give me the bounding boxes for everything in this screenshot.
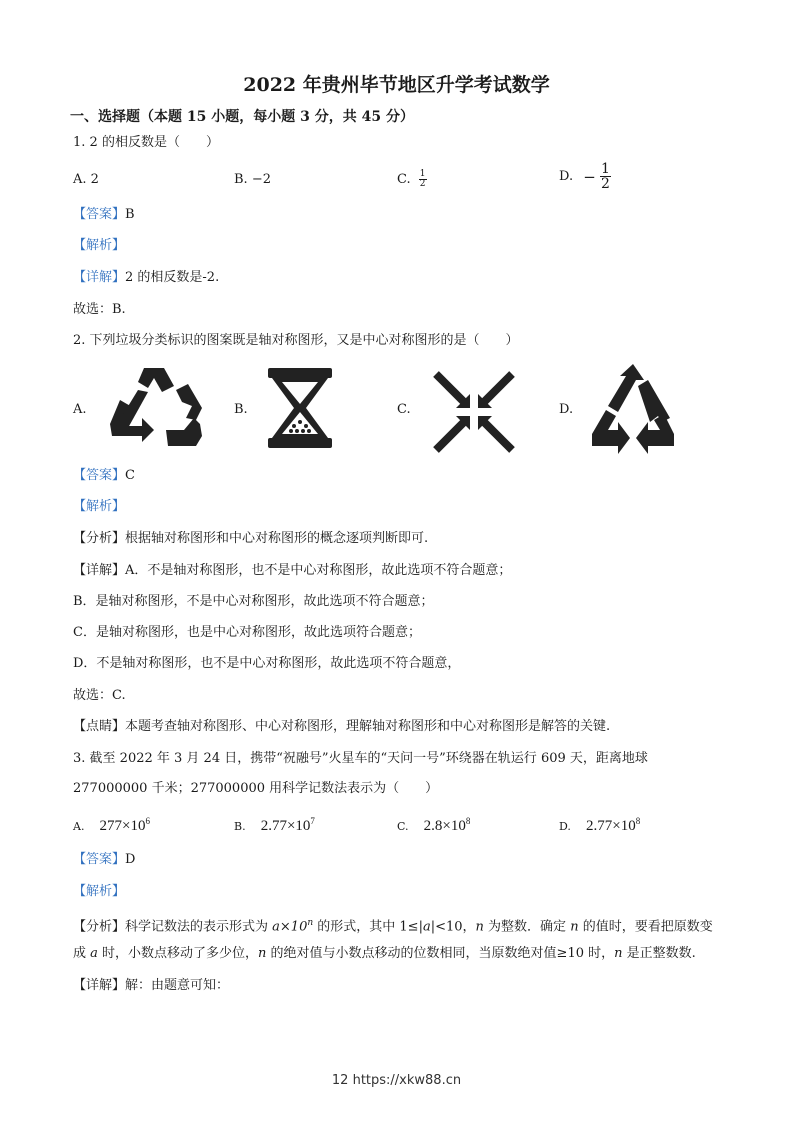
detail-text: 解：由题意可知： (125, 978, 230, 993)
hourglass-icon (266, 366, 334, 450)
math-var: n (475, 919, 484, 935)
detail-tag: 【详解】 (73, 978, 126, 993)
answer-tag: 【答案】 (73, 852, 126, 867)
answer-value: C (125, 468, 135, 483)
q3-option-c (397, 815, 470, 837)
q2-option-d: D. (559, 402, 574, 417)
q3-stem-line1: 3. 截至 2022 年 3 月 24 日，携带“祝融号”火星车的“天问一号”环绕器在轨运行 609 天，距离地球 (73, 751, 648, 766)
q3-detail (73, 976, 229, 996)
q2-detail-d: D．不是轴对称图形，也不是中心对称图形，故此选项不符合题意， (73, 656, 461, 671)
q1-option-c (397, 170, 427, 190)
option-math (424, 818, 471, 834)
q3-option-d (559, 815, 640, 837)
q1-choose: 故选：B. (73, 302, 126, 317)
detail-tag: 【详解】 (73, 563, 126, 578)
q2-choose: 故选：C. (73, 688, 126, 703)
q1-detail (73, 268, 219, 288)
fraction-numerator: 1 (600, 161, 610, 177)
fraction-denominator: 2 (600, 176, 610, 192)
recycle-triangle-open-icon (588, 362, 678, 458)
dianjing-text: 本题考查轴对称图形、中心对称图形，理解轴对称图形和中心对称图形是解答的关键. (125, 719, 611, 734)
q3-option-a (73, 815, 150, 837)
fenxi-text: 时，小数点移动了多少位， (97, 946, 259, 961)
fenxi-text: 的绝对值与小数点移动的位数相同，当原数绝对值≥10 时， (266, 946, 615, 961)
fraction-numerator: 1 (419, 169, 426, 179)
option-math (586, 818, 640, 834)
q2-dianjing (73, 717, 610, 737)
math-base: 2.77×10 (586, 818, 636, 834)
math-var: a (90, 946, 98, 961)
math-var: n (258, 946, 267, 961)
answer-value: B (125, 207, 135, 222)
q3-stem-line2: 277000000 千米；277000000 用科学记数法表示为（ ） (73, 781, 439, 796)
q3-option-b (234, 815, 315, 837)
detail-text: 2 的相反数是-2. (125, 270, 220, 285)
minus-sign: − (583, 167, 596, 186)
math-var: a (422, 919, 431, 935)
q1-analysis-tag: 【解析】 (73, 238, 126, 253)
math-base: 277×10 (99, 818, 146, 834)
q2-fenxi (73, 529, 428, 549)
option-label: C. (397, 820, 409, 833)
math-exponent: 7 (310, 816, 315, 826)
answer-value: D (125, 852, 136, 867)
fenxi-text: 科学记数法的表示形式为 (125, 919, 273, 935)
option-math (261, 818, 315, 834)
option-math (100, 818, 150, 834)
option-label: A. (73, 820, 85, 833)
q2-analysis-tag: 【解析】 (73, 499, 126, 514)
recycle-triangle-icon (108, 362, 204, 452)
option-label: B. (234, 820, 246, 833)
q3-answer (73, 850, 135, 870)
q1-answer (73, 205, 135, 225)
fenxi-tag: 【分析】 (73, 919, 126, 935)
q2-option-a: A. (73, 402, 87, 417)
math-exponent: 8 (465, 816, 471, 826)
option-label: D. (559, 820, 571, 833)
q3-fenxi-line1 (73, 913, 713, 937)
math-exponent: 8 (635, 816, 641, 826)
math-exponent: 6 (145, 816, 151, 826)
q3-analysis-tag: 【解析】 (73, 884, 126, 899)
math-var: a×10 (272, 919, 308, 935)
q1-option-c-fraction (419, 170, 427, 189)
q2-detail-c: C．是轴对称图形，也是中心对称图形，故此选项符合题意； (73, 625, 421, 640)
fenxi-text: 根据轴对称图形和中心对称图形的概念逐项判断即可. (125, 531, 429, 546)
fenxi-tag: 【分析】 (73, 531, 126, 546)
dianjing-tag: 【点睛】 (73, 719, 126, 734)
fenxi-text: 是正整数数. (622, 946, 696, 961)
fenxi-text: 的形式，其中 1≤| (313, 919, 423, 935)
fenxi-text: |<10， (430, 919, 476, 935)
page-footer: 12 https://xkw88.cn (331, 1073, 462, 1088)
fraction-denominator: 2 (419, 179, 426, 189)
math-base: 2.77×10 (260, 818, 311, 834)
q2-detail-a (73, 561, 511, 581)
fenxi-text: 成 (73, 946, 91, 961)
q2-option-b: B. (234, 402, 248, 417)
q1-option-a: A. 2 (73, 172, 99, 187)
math-exponent: n (307, 918, 314, 928)
q2-answer (73, 466, 135, 486)
q1-option-d (559, 162, 611, 191)
q1-option-d-label: D. (559, 169, 574, 184)
detail-text: A．不是轴对称图形，也不是中心对称图形，故此选项不符合题意； (125, 563, 512, 578)
page-title: 2022 年贵州毕节地区升学考试数学 (243, 74, 550, 96)
section-heading: 一、选择题（本题 15 小题，每小题 3 分，共 45 分） (70, 109, 414, 125)
answer-tag: 【答案】 (73, 207, 126, 222)
q3-fenxi-line2 (73, 944, 696, 964)
math-var: n (614, 946, 623, 961)
answer-tag: 【答案】 (73, 468, 126, 483)
q1-option-c-label: C. (397, 172, 411, 187)
math-base: 2.8×10 (423, 818, 466, 834)
q1-stem: 1. 2 的相反数是（ ） (73, 135, 219, 150)
fenxi-text: 的值时，要看把原数变 (578, 919, 713, 935)
q2-option-c: C. (397, 402, 411, 417)
q1-option-d-fraction (600, 162, 611, 191)
detail-tag: 【详解】 (73, 270, 126, 285)
q2-detail-b: B．是轴对称图形，不是中心对称图形，故此选项不符合题意； (73, 594, 434, 609)
fenxi-text: 为整数．确定 (483, 919, 571, 935)
math-var: n (570, 919, 579, 935)
q1-option-b: B. −2 (234, 172, 271, 187)
converging-arrows-icon (432, 370, 516, 454)
q2-stem: 2. 下列垃圾分类标识的图案既是轴对称图形，又是中心对称图形的是（ ） (73, 333, 519, 348)
